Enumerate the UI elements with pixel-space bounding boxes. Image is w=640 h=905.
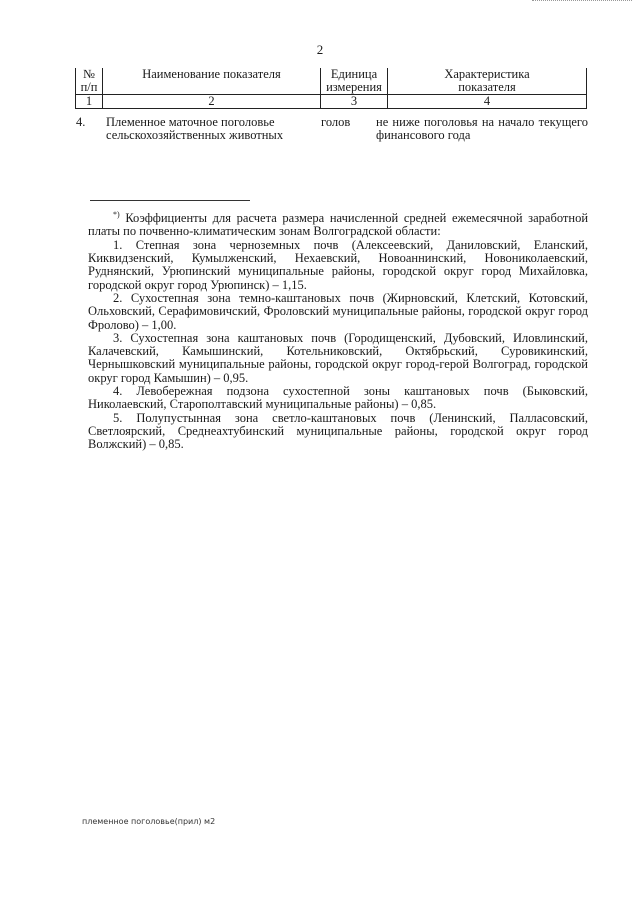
footnote-item: 1. Степная зона черноземных почв (Алексеевский, Даниловский, Еланский, Киквидзенский, Кумылженский, Нехаевский, Новоаннинский, Новониколаевский, Руднянский, Урюпинский муниципальные районы, городской округ город Михайловка, городской округ город Урюпинск) – 1,15. <box>88 237 588 292</box>
column-number: 4 <box>388 95 587 109</box>
footnote-separator <box>90 200 250 201</box>
header-num: № п/п <box>76 68 103 95</box>
row-name: Племенное маточное поголовье сельскохозяйственных животных <box>106 115 284 142</box>
table-header-row <box>76 68 587 95</box>
corner-mark <box>532 0 632 1</box>
footnote-intro: *) Коэффициенты для расчета размера начисленной средней ежемесячной заработной платы по почвенно-климатическим зонам Волгоградской области: <box>88 210 589 239</box>
page-number: 2 <box>316 42 324 57</box>
row-characteristic: не ниже поголовья на начало текущего финансового года <box>376 115 588 142</box>
column-number: 2 <box>103 95 321 109</box>
indicators-table <box>75 68 587 109</box>
column-number-row <box>76 95 587 109</box>
footnote-marker: *) <box>113 210 120 219</box>
header-characteristic: Характеристика показателя <box>388 68 587 95</box>
row-unit: голов <box>321 115 351 129</box>
column-number: 1 <box>76 95 103 109</box>
footnote-item: 3. Сухостепная зона каштановых почв (Городищенский, Дубовский, Иловлинский, Калачевский, Камышинский, Котельниковский, Октябрьский, Суровикинский, Чернышковский муниципальные районы, городской округ город-герой Волгоград, городской округ город Камышин) – 0,95. <box>88 330 588 385</box>
footnote <box>88 208 588 452</box>
footnote-item: 4. Левобережная подзона сухостепной зоны каштановых почв (Быковский, Николаевский, Старополтавский муниципальные районы) – 0,85. <box>88 384 588 412</box>
footnote-item: 5. Полупустынная зона светло-каштановых почв (Ленинский, Палласовский, Светлоярский, Среднеахтубинский муниципальные районы, городской округ город Волжский) – 0,85. <box>88 410 588 452</box>
row-num: 4. <box>76 115 86 129</box>
file-footer: племенное поголовье(прил) м2 <box>82 817 216 826</box>
column-number: 3 <box>321 95 388 109</box>
footnote-item: 2. Сухостепная зона темно-каштановых почв (Жирновский, Клетский, Котовский, Ольховский, Серафимовичский, Фроловский муниципальные районы, городской округ город Фролово) – 1,00. <box>88 290 588 332</box>
header-unit: Единица измерения <box>321 68 388 95</box>
header-name: Наименование показателя <box>103 68 321 95</box>
